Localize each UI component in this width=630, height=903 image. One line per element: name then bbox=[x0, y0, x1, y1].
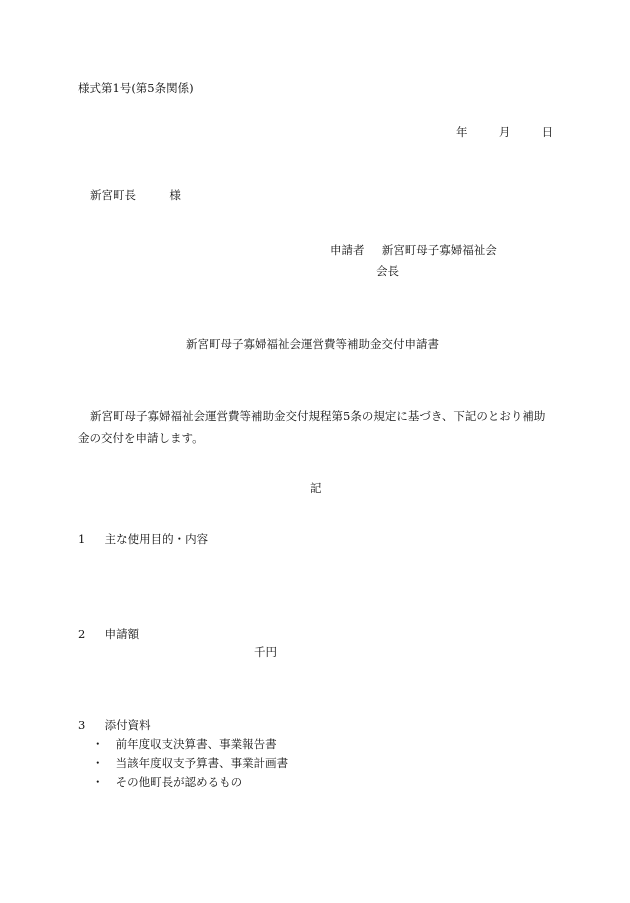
date-line bbox=[456, 123, 553, 141]
section-2-heading bbox=[78, 625, 139, 643]
section-1-title: 主な使用目的・内容 bbox=[104, 532, 209, 546]
section-3-title: 添付資料 bbox=[104, 718, 151, 732]
addressee-name: 新宮町長 bbox=[90, 188, 136, 202]
bullet-icon: ・ bbox=[92, 756, 104, 770]
date-year: 年 bbox=[456, 125, 468, 139]
section-3-number: 3 bbox=[78, 718, 86, 732]
bullet-icon: ・ bbox=[92, 737, 104, 751]
date-day: 日 bbox=[541, 125, 554, 139]
document-title: 新宮町母子寡婦福祉会運営費等補助金交付申請書 bbox=[186, 337, 439, 351]
attachment-item-1 bbox=[92, 735, 277, 753]
amount-unit: 千円 bbox=[254, 645, 277, 659]
section-2-number: 2 bbox=[78, 627, 86, 641]
applicant-organization: 新宮町母子寡婦福祉会 bbox=[381, 243, 497, 257]
attachment-item-text: 当該年度収支予算書、事業計画書 bbox=[115, 756, 289, 770]
date-month: 月 bbox=[498, 125, 511, 139]
body-text: 新宮町母子寡婦福祉会運営費等補助金交付規程第5条の規定に基づき、下記のとおり補助金の交付を申請します。 bbox=[78, 409, 546, 445]
addressee bbox=[90, 186, 181, 204]
attachment-item-2 bbox=[92, 754, 288, 772]
section-1-heading bbox=[78, 530, 208, 548]
section-3-heading bbox=[78, 716, 151, 734]
section-1-number: 1 bbox=[78, 532, 86, 546]
addressee-honorific: 様 bbox=[169, 188, 181, 202]
applicant-block bbox=[330, 241, 497, 259]
attachment-item-text: その他町長が認めるもの bbox=[115, 775, 243, 789]
applicant-position: 会長 bbox=[376, 264, 399, 278]
note-mark: 記 bbox=[310, 481, 322, 495]
section-2-title: 申請額 bbox=[104, 627, 140, 641]
bullet-icon: ・ bbox=[92, 775, 104, 789]
applicant-label: 申請者 bbox=[330, 243, 365, 257]
attachment-item-text: 前年度収支決算書、事業報告書 bbox=[115, 737, 277, 751]
attachment-item-3 bbox=[92, 773, 242, 791]
form-number: 様式第1号(第5条関係) bbox=[78, 81, 194, 95]
body-paragraph bbox=[78, 405, 553, 449]
